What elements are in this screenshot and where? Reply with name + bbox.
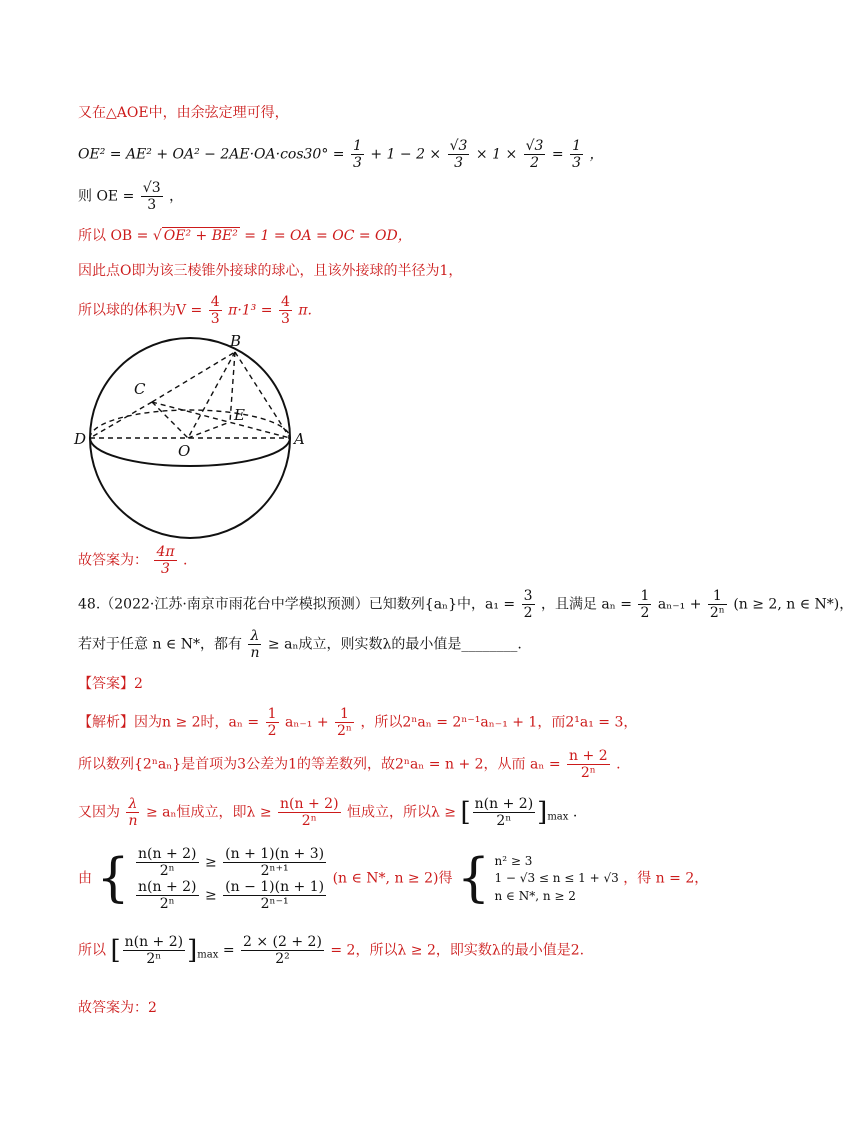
- fraction: [136, 879, 199, 912]
- eq-mid2: × 1 ×: [475, 146, 518, 163]
- den: 2ⁿ: [159, 863, 175, 880]
- num: (n + 1)(n + 3): [225, 846, 325, 862]
- answer-text: 【答案】2: [78, 676, 143, 692]
- radicand: OE² + BE²: [163, 228, 238, 244]
- fraction: [209, 294, 222, 327]
- op: ≥: [204, 887, 217, 904]
- eq-end: .: [183, 552, 188, 569]
- right-bracket: ]: [537, 797, 548, 828]
- eq-mid: ≥ aₙ恒成立，即λ ≥: [145, 804, 272, 821]
- sphere-center-statement: [78, 263, 462, 281]
- line-1-text: 又在△AOE中，由余弦定理可得，: [78, 105, 289, 121]
- fraction: [708, 588, 727, 621]
- system-row-2: [134, 879, 328, 912]
- solution-row-1: n² ≥ 3: [494, 854, 533, 869]
- den: 3: [352, 155, 362, 172]
- den: 2: [267, 723, 277, 740]
- final-answer-text: 故答案为：2: [78, 1000, 157, 1016]
- den: 3: [572, 155, 582, 172]
- fraction: [223, 879, 326, 912]
- system-end: ，得 n = 2，: [623, 870, 709, 887]
- den: 2ⁿ: [496, 813, 512, 830]
- den: 2ⁿ: [159, 896, 175, 913]
- den: 3: [210, 311, 220, 328]
- segment-cb: [152, 352, 235, 402]
- eq-left: 所以 OB =: [78, 228, 153, 244]
- max-subscript: max: [197, 949, 219, 961]
- num: 1: [352, 138, 362, 154]
- label-d: D: [74, 430, 87, 448]
- fraction: [154, 544, 176, 577]
- problem-48-question: [78, 628, 522, 661]
- solution-row-2: 1 − √3 ≤ n ≤ 1 + √3: [494, 871, 619, 886]
- eq-left: 则 OE =: [78, 188, 139, 205]
- den: 2ⁿ: [301, 813, 317, 830]
- num: √3: [525, 138, 544, 154]
- solution-max: [78, 934, 584, 967]
- num: n + 2: [569, 748, 608, 764]
- num: 4: [210, 294, 220, 310]
- answer-label: [78, 676, 143, 694]
- fraction: [522, 588, 535, 621]
- num: 4: [280, 294, 290, 310]
- den: n: [250, 645, 260, 662]
- fraction: [279, 294, 292, 327]
- den: 2ⁿ: [709, 605, 725, 622]
- final-answer: [78, 1000, 157, 1018]
- segment-bo: [188, 352, 235, 438]
- left-brace: {: [96, 848, 130, 909]
- fraction: [448, 138, 470, 171]
- op: ≥: [204, 854, 217, 871]
- solution-line-2: [78, 748, 621, 781]
- problem-48-statement: [78, 588, 853, 621]
- den: 2: [640, 605, 650, 622]
- num: 1: [572, 138, 582, 154]
- sphere-diagram: [74, 330, 320, 540]
- eq-end: (n ≥ 2, n ∈ N*)，: [733, 596, 853, 613]
- cosine-law-equation: [78, 138, 603, 171]
- eq-left: 48.（2022·江苏·南京市雨花台中学模拟预测）已知数列{aₙ}中，a₁ =: [78, 596, 520, 613]
- num: 2 × (2 + 2): [243, 934, 322, 950]
- eq-right: ≥ aₙ成立，则实数λ的最小值是________.: [267, 636, 522, 653]
- num: λ: [248, 628, 261, 645]
- eq-left: 【解析】因为n ≥ 2时，aₙ =: [78, 714, 264, 731]
- fraction: [351, 138, 364, 171]
- num: 4π: [156, 544, 175, 560]
- solution-row-3: n ∈ N*, n ≥ 2: [494, 888, 576, 903]
- num: (n − 1)(n + 1): [225, 879, 325, 896]
- den: 2: [530, 155, 540, 172]
- den: n: [128, 813, 138, 830]
- sqrt-sign: √: [152, 228, 162, 244]
- eq-mid2: aₙ₋₁ +: [657, 596, 706, 613]
- eq-right: = 1 = OA = OC = OD，: [239, 228, 412, 244]
- den: 3: [147, 197, 157, 214]
- fraction: [335, 706, 354, 739]
- eq-left: 所以球的体积为V =: [78, 302, 207, 319]
- fraction: [141, 180, 163, 213]
- fraction: [638, 588, 651, 621]
- den: 2: [523, 605, 533, 622]
- eq-end: ，: [169, 188, 184, 205]
- label-o: O: [178, 442, 191, 460]
- num: n(n + 2): [124, 934, 184, 950]
- eq-end: .: [572, 804, 578, 821]
- fraction: [248, 628, 261, 661]
- den: 2ⁿ: [580, 765, 596, 782]
- fraction: [278, 796, 341, 829]
- num: n(n + 2): [138, 879, 197, 896]
- oe-result: [78, 180, 183, 213]
- segment-cd: [90, 402, 152, 438]
- system-condition: (n ∈ N*, n ≥ 2)得: [332, 870, 453, 887]
- num: 3: [523, 588, 533, 604]
- solution-line-3: [78, 796, 577, 829]
- num: n(n + 2): [474, 796, 534, 812]
- eq-left: 故答案为：: [78, 552, 148, 569]
- num: n(n + 2): [138, 846, 197, 862]
- line-5-text: 因此点O即为该三棱锥外接球的球心，且该外接球的半径为1，: [78, 263, 463, 279]
- eq-right: = 2，所以λ ≥ 2，即实数λ的最小值是2.: [330, 942, 585, 959]
- den: 3: [454, 155, 463, 172]
- eq-left: 所以数列{2ⁿaₙ}是首项为3公差为1的等差数列，故2ⁿaₙ = n + 2，从而 aₙ =: [78, 756, 566, 773]
- eq-end: .: [616, 756, 621, 773]
- label-c: C: [134, 380, 146, 398]
- den: 3: [161, 561, 170, 578]
- max-subscript: max: [547, 811, 569, 823]
- label-b: B: [230, 332, 242, 350]
- solution-system: [78, 846, 708, 912]
- system-prefix: 由: [78, 870, 92, 887]
- eq-left: OE² = AE² + OA² − 2AE·OA·cos30° =: [78, 146, 349, 163]
- eq-end: π.: [298, 302, 312, 319]
- num: λ: [126, 796, 139, 813]
- den: 2ⁿ⁺¹: [260, 863, 289, 880]
- eq-mid: π·1³ =: [228, 302, 277, 319]
- fraction: [126, 796, 139, 829]
- fraction: [266, 706, 279, 739]
- solution-line-1: [78, 706, 637, 739]
- num: √3: [142, 180, 161, 196]
- left-bracket: [: [110, 935, 121, 966]
- eq-end: ，: [589, 146, 604, 163]
- num: n(n + 2): [280, 796, 339, 812]
- ob-equation: [78, 228, 412, 246]
- right-bracket: ]: [187, 935, 198, 966]
- text-line-1: [78, 105, 289, 123]
- system-rows: [134, 846, 328, 912]
- fraction: [473, 796, 536, 829]
- num: √3: [449, 138, 468, 154]
- eq-left: 所以: [78, 942, 106, 959]
- label-e: E: [234, 406, 245, 424]
- fraction: [567, 748, 610, 781]
- eq-mid2: 恒成立，所以λ ≥: [346, 804, 457, 821]
- eq-left: 又因为: [78, 804, 120, 821]
- num: 1: [640, 588, 650, 604]
- left-bracket: [: [460, 797, 471, 828]
- segment-oe: [188, 422, 230, 438]
- fraction: [123, 934, 186, 967]
- num: 1: [267, 706, 277, 722]
- eq-mid: aₙ₋₁ +: [284, 714, 334, 731]
- num: 1: [335, 706, 354, 723]
- volume-equation: [78, 294, 312, 327]
- den: 2ⁿ⁻¹: [260, 896, 289, 913]
- fraction: [223, 846, 326, 879]
- eq-mid: + 1 − 2 ×: [370, 146, 442, 163]
- eq-right: ，所以2ⁿaₙ = 2ⁿ⁻¹aₙ₋₁ + 1，而2¹a₁ = 3，: [360, 714, 638, 731]
- fraction: [524, 138, 546, 171]
- system-row-1: [134, 846, 328, 879]
- eq-sign: =: [551, 146, 564, 163]
- left-brace-2: {: [456, 848, 491, 909]
- den: 2ⁿ: [146, 951, 162, 968]
- den: 2ⁿ: [337, 723, 352, 740]
- num: 1: [708, 588, 727, 605]
- fraction: [136, 846, 199, 879]
- den: 2²: [275, 951, 290, 968]
- label-a: A: [294, 430, 305, 448]
- eq-left: 若对于任意 n ∈ N*，都有: [78, 636, 242, 653]
- eq-sign: =: [222, 942, 239, 959]
- eq-mid: ，且满足 aₙ =: [540, 596, 637, 613]
- segment-ca: [152, 402, 290, 438]
- fraction: [241, 934, 324, 967]
- solution-set: [494, 853, 618, 905]
- fraction: [570, 138, 583, 171]
- answer-47: [78, 544, 187, 577]
- den: 3: [280, 311, 290, 328]
